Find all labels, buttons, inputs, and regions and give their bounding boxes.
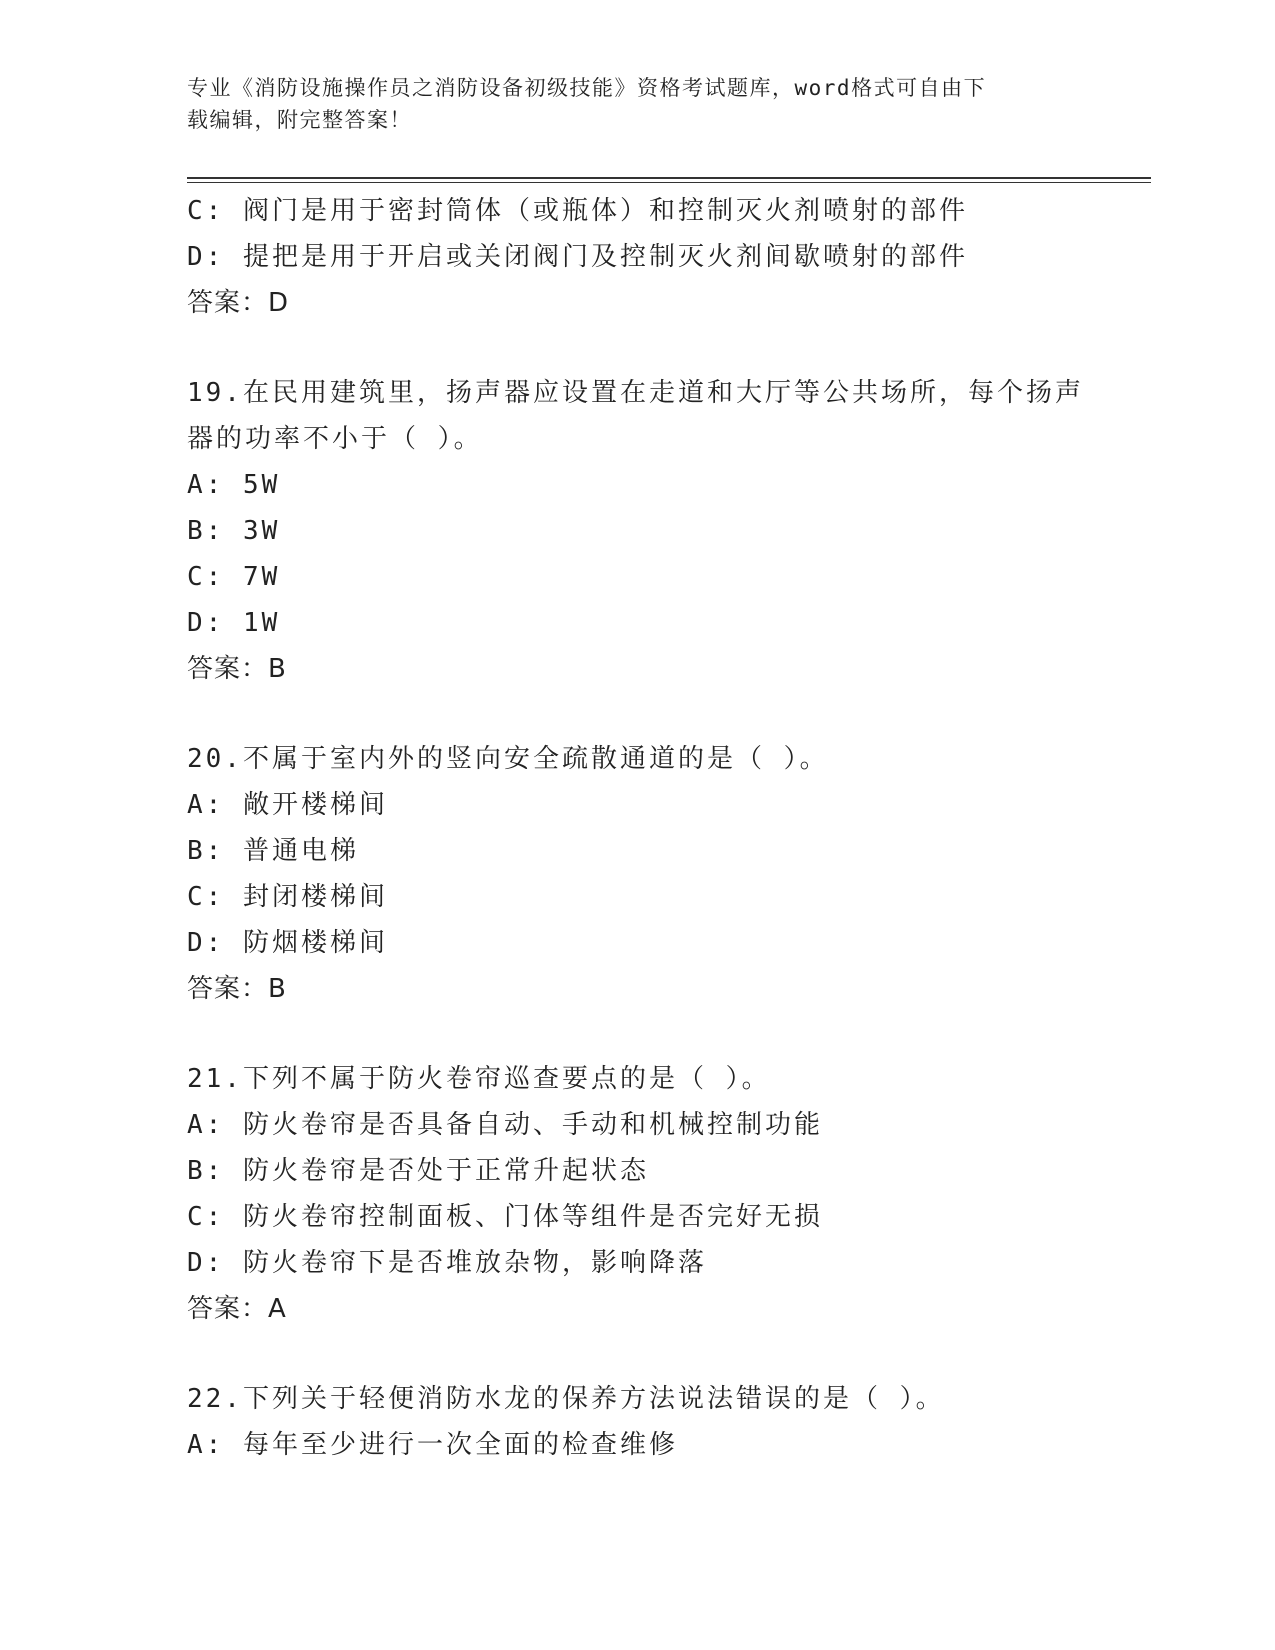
- header-line-1: 专业《消防设施操作员之消防设备初级技能》资格考试题库，word格式可自由下: [187, 76, 987, 100]
- option-d: D: 防烟楼梯间: [187, 928, 388, 958]
- question-stem-line-1: 19.在民用建筑里，扬声器应设置在走道和大厅等公共场所，每个扬声: [187, 378, 1084, 408]
- option-c: C: 7W: [187, 562, 281, 592]
- option-b: B: 3W: [187, 516, 281, 546]
- option-d: D: 1W: [187, 608, 281, 638]
- option-c: C: 防火卷帘控制面板、门体等组件是否完好无损: [187, 1202, 823, 1232]
- question-stem-line-1: 20.不属于室内外的竖向安全疏散通道的是（ ）。: [187, 744, 829, 774]
- document-header: [187, 72, 1067, 136]
- option-a: A: 防火卷帘是否具备自动、手动和机械控制功能: [187, 1110, 823, 1140]
- answer-line: 答案：B: [187, 654, 287, 684]
- question-gap: [187, 1012, 1087, 1056]
- option-b: B: 防火卷帘是否处于正常升起状态: [187, 1156, 649, 1186]
- question-gap: [187, 1332, 1087, 1376]
- answer-line: 答案：D: [187, 288, 290, 318]
- question-stem-line-1: 21.下列不属于防火卷帘巡查要点的是（ ）。: [187, 1064, 771, 1094]
- option-c: C: 阀门是用于密封筒体（或瓶体）和控制灭火剂喷射的部件: [187, 196, 968, 226]
- question-continued: [187, 188, 1087, 326]
- question-20: [187, 736, 1087, 1012]
- option-b: B: 普通电梯: [187, 836, 359, 866]
- question-stem-line-1: 22.下列关于轻便消防水龙的保养方法说法错误的是（ ）。: [187, 1384, 945, 1414]
- header-rule-thick: [187, 177, 1151, 179]
- question-list: [187, 188, 1087, 1468]
- question-21: [187, 1056, 1087, 1332]
- header-line-2: 载编辑，附完整答案！: [187, 108, 412, 132]
- question-gap: [187, 326, 1087, 370]
- answer-line: 答案：B: [187, 974, 287, 1004]
- question-22: [187, 1376, 1087, 1468]
- question-gap: [187, 692, 1087, 736]
- option-d: D: 提把是用于开启或关闭阀门及控制灭火剂间歇喷射的部件: [187, 242, 968, 272]
- option-d: D: 防火卷帘下是否堆放杂物，影响降落: [187, 1248, 707, 1278]
- question-19: [187, 370, 1087, 692]
- option-a: A: 5W: [187, 470, 281, 500]
- header-rule-thin: [187, 182, 1151, 183]
- option-a: A: 敞开楼梯间: [187, 790, 388, 820]
- option-c: C: 封闭楼梯间: [187, 882, 388, 912]
- answer-line: 答案：A: [187, 1294, 287, 1324]
- option-a: A: 每年至少进行一次全面的检查维修: [187, 1430, 678, 1460]
- question-stem-line-2: 器的功率不小于（ ）。: [187, 424, 483, 454]
